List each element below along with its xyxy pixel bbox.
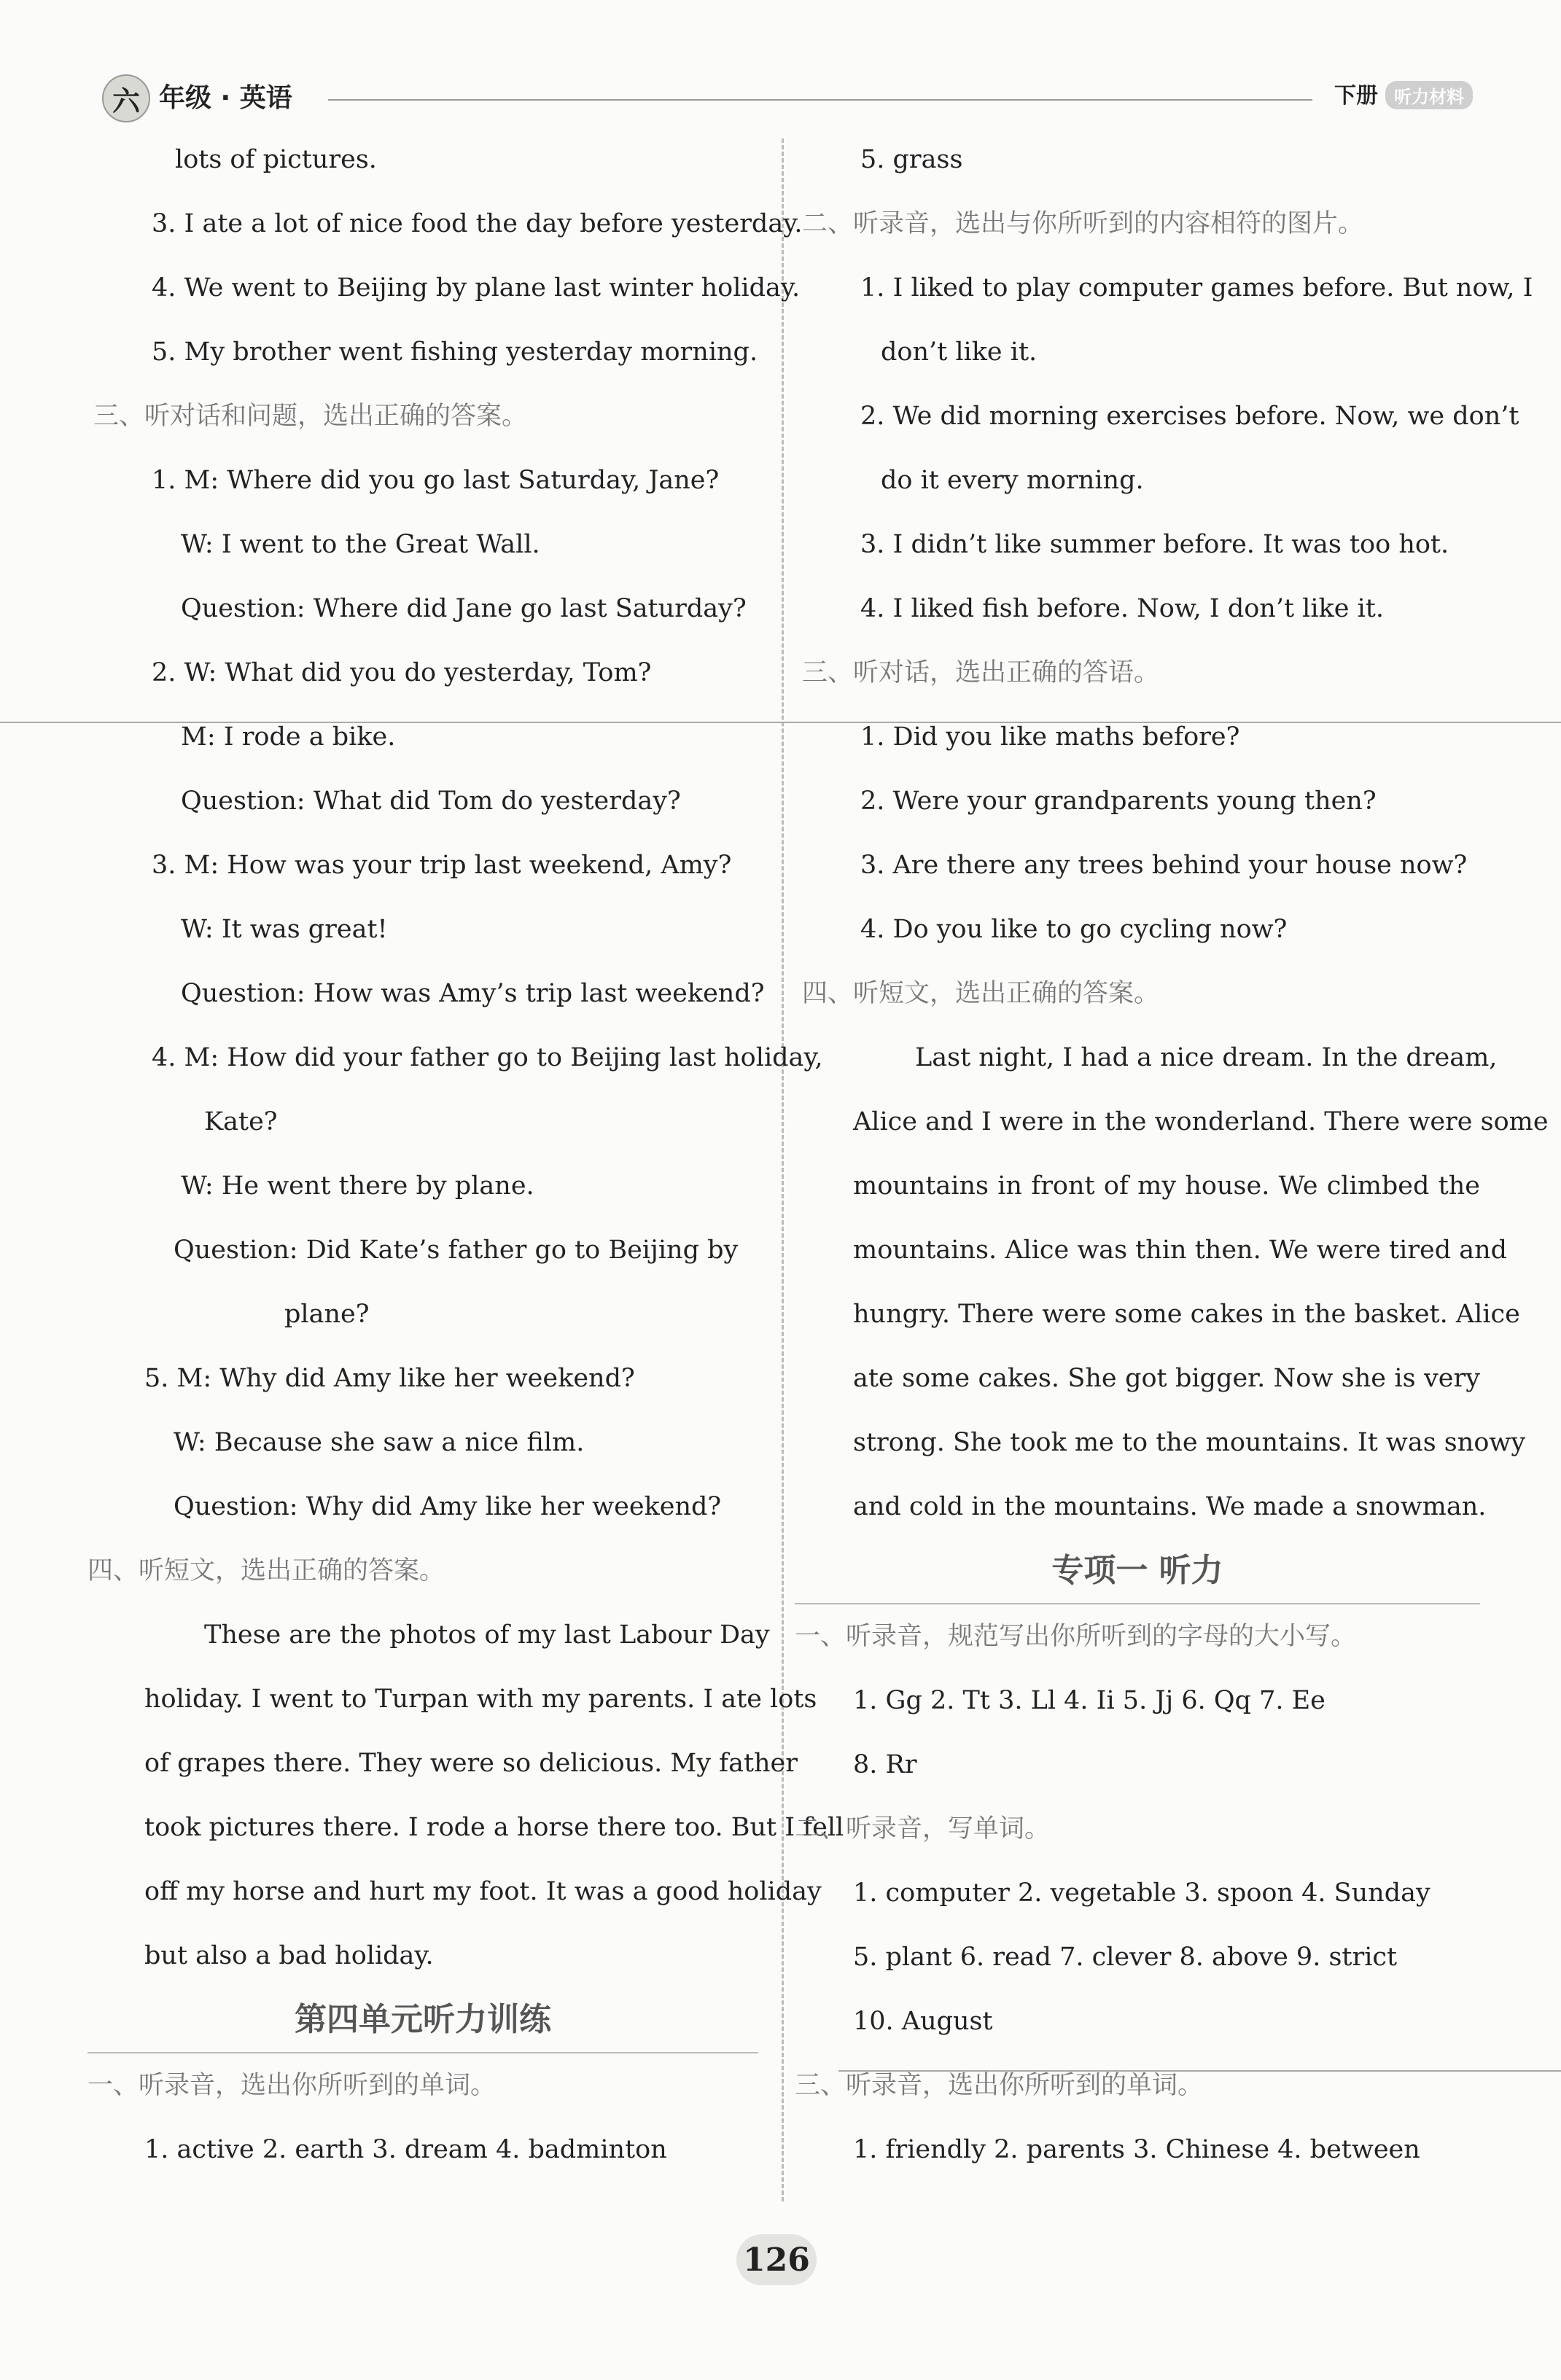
text-line: 4. Do you like to go cycling now? bbox=[860, 915, 1288, 944]
section-heading: 二、听录音，写单词。 bbox=[795, 1814, 1051, 1843]
header-right bbox=[1334, 77, 1473, 109]
text-line: 1. computer 2. vegetable 3. spoon 4. Sunday bbox=[853, 1878, 1430, 1908]
text-line: do it every morning. bbox=[881, 466, 1144, 495]
text-line: 2. Were your grandparents young then? bbox=[860, 787, 1377, 816]
passage-line: strong. She took me to the mountains. It was snowy bbox=[853, 1428, 1526, 1457]
text-line: don’t like it. bbox=[881, 338, 1038, 367]
passage-line: Alice and I were in the wonderland. There were some bbox=[853, 1107, 1549, 1136]
right-column bbox=[795, 128, 1549, 2182]
text-line: W: I went to the Great Wall. bbox=[181, 530, 540, 559]
text-line: 5. M: Why did Amy like her weekend? bbox=[144, 1364, 635, 1393]
text-line: Question: Did Kate’s father go to Beijing by bbox=[174, 1236, 739, 1265]
text-line: Question: How was Amy’s trip last weekend? bbox=[181, 979, 765, 1008]
passage-line: hungry. There were some cakes in the basket. Alice bbox=[853, 1300, 1520, 1329]
text-line: M: I rode a bike. bbox=[181, 722, 396, 752]
text-line: 2. W: What did you do yesterday, Tom? bbox=[152, 658, 652, 687]
text-line: Question: Why did Amy like her weekend? bbox=[174, 1492, 722, 1521]
section-heading: 一、听录音，选出你所听到的单词。 bbox=[87, 2071, 497, 2100]
passage-line: of grapes there. They were so delicious. My father bbox=[144, 1749, 798, 1778]
section-heading: 四、听短文，选出正确的答案。 bbox=[802, 979, 1160, 1008]
passage-line: holiday. I went to Turpan with my parents. I ate lots bbox=[144, 1685, 817, 1714]
section-heading: 三、听对话和问题，选出正确的答案。 bbox=[93, 402, 528, 431]
text-line: 3. Are there any trees behind your house now? bbox=[860, 851, 1468, 880]
text-line: 1. Gg 2. Tt 3. Ll 4. Ii 5. Jj 6. Qq 7. Ee bbox=[853, 1686, 1326, 1715]
text-line: 1. Did you like maths before? bbox=[860, 722, 1240, 752]
text-line: 5. My brother went fishing yesterday morning. bbox=[152, 338, 758, 367]
text-line: plane? bbox=[284, 1300, 370, 1329]
passage-line: Last night, I had a nice dream. In the dream, bbox=[915, 1043, 1498, 1072]
passage-line: took pictures there. I rode a horse there too. But I fell bbox=[144, 1813, 844, 1842]
text-line: 1. friendly 2. parents 3. Chinese 4. between bbox=[853, 2135, 1420, 2164]
unit-title: 第四单元听力训练 bbox=[87, 1988, 758, 2053]
header-title: 年级 · 英语 bbox=[159, 83, 292, 113]
text-line: W: It was great! bbox=[181, 915, 388, 944]
section-heading: 一、听录音，规范写出你所听到的字母的大小写。 bbox=[795, 1622, 1357, 1651]
page-header bbox=[102, 70, 1473, 121]
unit-title: 专项一 听力 bbox=[795, 1539, 1480, 1604]
passage-line: mountains. Alice was thin then. We were tired and bbox=[853, 1236, 1508, 1265]
text-line: 3. M: How was your trip last weekend, Amy? bbox=[152, 851, 732, 880]
text-line: 8. Rr bbox=[853, 1750, 917, 1779]
passage-line: off my horse and hurt my foot. It was a good holiday bbox=[144, 1877, 822, 1906]
text-line: 3. I ate a lot of nice food the day before yesterday. bbox=[152, 209, 803, 238]
passage-line: 1. I liked to play computer games before. But now, I bbox=[860, 273, 1533, 303]
left-column bbox=[87, 128, 844, 2182]
page-number: 126 bbox=[736, 2234, 817, 2285]
text-line: 4. M: How did your father go to Beijing last holiday, bbox=[152, 1043, 823, 1072]
text-line: Question: Where did Jane go last Saturday? bbox=[181, 594, 747, 623]
text-line: W: He went there by plane. bbox=[181, 1171, 534, 1201]
text-line: Kate? bbox=[204, 1107, 278, 1136]
passage-line: ate some cakes. She got bigger. Now she is very bbox=[853, 1364, 1480, 1393]
section-heading: 三、听对话，选出正确的答语。 bbox=[802, 658, 1160, 687]
text-line: Question: What did Tom do yesterday? bbox=[181, 787, 681, 816]
passage-line: mountains in front of my house. We climbed the bbox=[853, 1171, 1480, 1201]
section-heading: 四、听短文，选出正确的答案。 bbox=[87, 1556, 445, 1585]
text-line: 5. plant 6. read 7. clever 8. above 9. strict bbox=[853, 1943, 1398, 1972]
text-line: and cold in the mountains. We made a snowman. bbox=[853, 1492, 1487, 1521]
text-line: 4. We went to Beijing by plane last winter holiday. bbox=[152, 273, 801, 303]
section-heading: 二、听录音，选出与你所听到的内容相符的图片。 bbox=[802, 209, 1364, 238]
passage-line: 2. We did morning exercises before. Now, we don’t bbox=[860, 402, 1519, 431]
text-line: 1. M: Where did you go last Saturday, Jane? bbox=[152, 466, 720, 495]
text-line: 5. grass bbox=[860, 145, 963, 174]
volume-label: 下册 bbox=[1334, 83, 1378, 109]
grade-badge: 六 bbox=[102, 74, 150, 122]
text-line: 10. August bbox=[853, 2007, 993, 2036]
text-line: but also a bad holiday. bbox=[144, 1941, 434, 1970]
text-line: lots of pictures. bbox=[175, 145, 377, 174]
text-line: W: Because she saw a nice film. bbox=[174, 1428, 585, 1457]
passage-line: These are the photos of my last Labour Day bbox=[204, 1620, 770, 1650]
listening-material-tag: 听力材料 bbox=[1385, 81, 1473, 109]
text-line: 4. I liked fish before. Now, I don’t like it. bbox=[860, 594, 1384, 623]
section-heading: 三、听录音，选出你所听到的单词。 bbox=[795, 2071, 1204, 2100]
text-line: 3. I didn’t like summer before. It was too hot. bbox=[860, 530, 1449, 559]
text-line: 1. active 2. earth 3. dream 4. badminton bbox=[144, 2135, 667, 2164]
header-rule bbox=[328, 99, 1312, 101]
